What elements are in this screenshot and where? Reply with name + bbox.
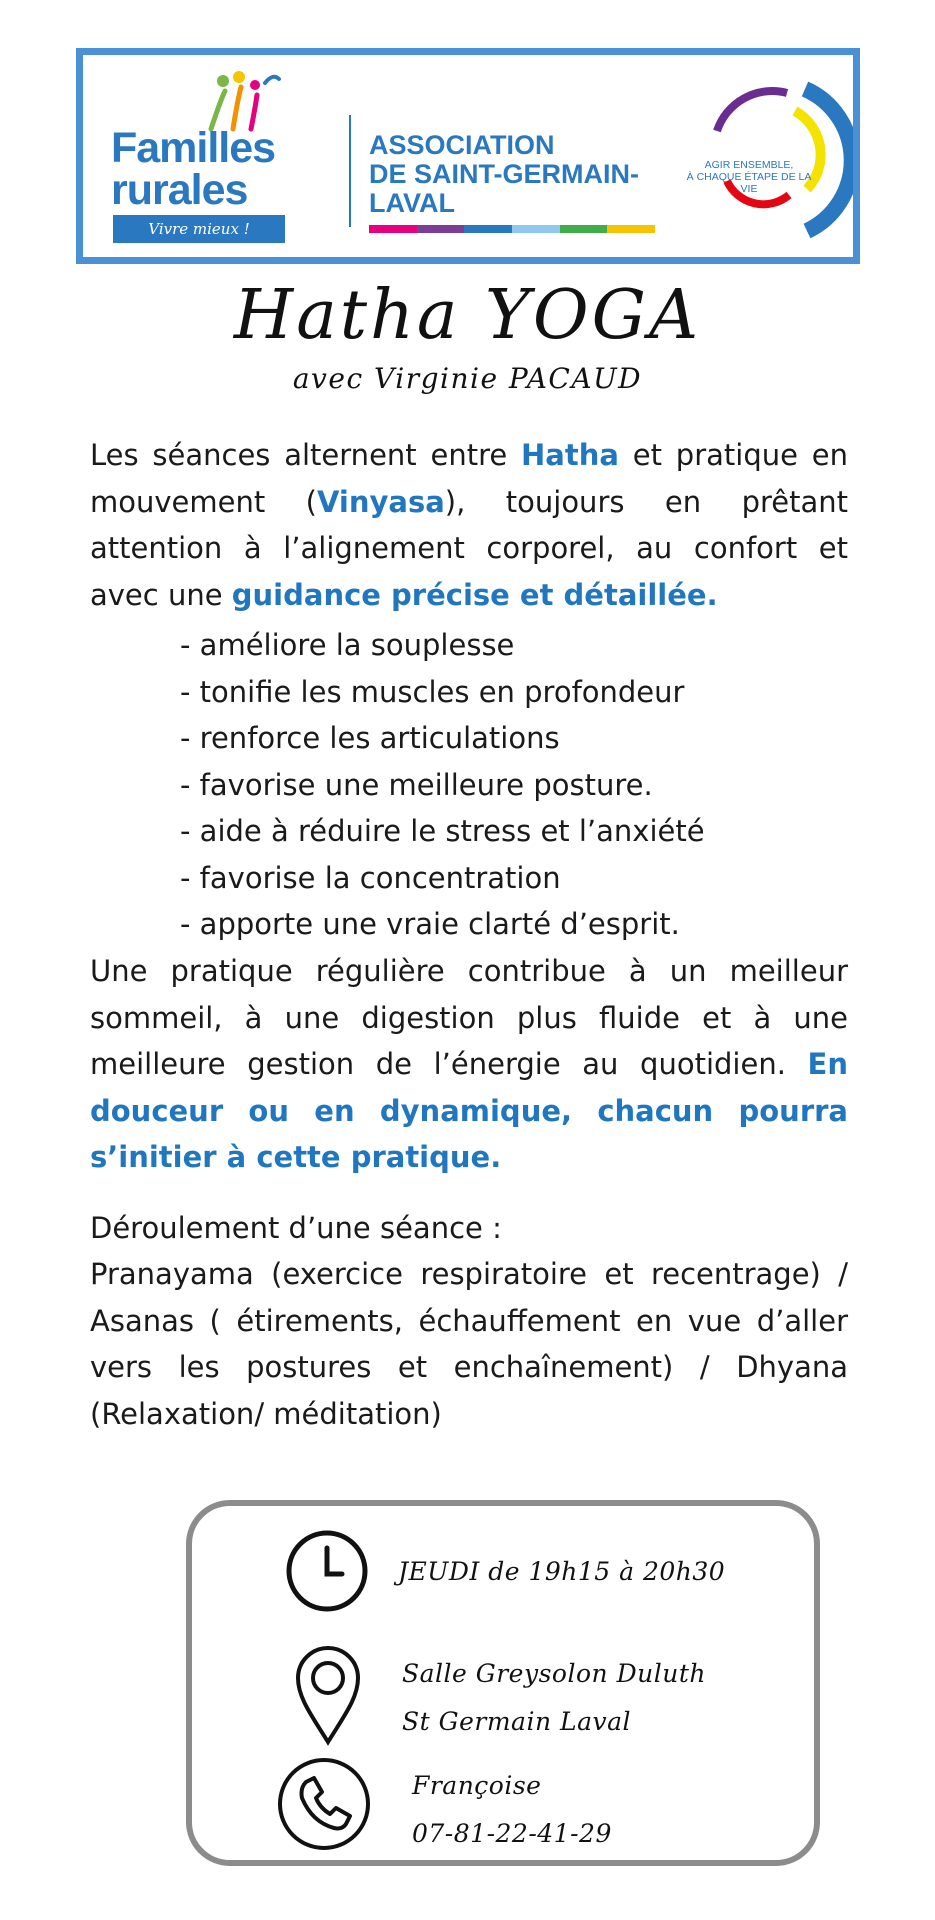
- list-item: - améliore la souplesse: [180, 628, 515, 662]
- association-name: [369, 131, 639, 218]
- intro-text-2: et pratique en mouvement (: [90, 438, 848, 519]
- practice-text: Une pratique régulière contribue à un meilleur sommeil, à une digestion plus fluide et à une meilleure gestion de l’énergie au quotidien.: [90, 954, 848, 1081]
- color-stripe: [369, 225, 655, 233]
- logo-word-rurales: rurales: [111, 166, 248, 214]
- slogan: [679, 159, 819, 195]
- familles-rurales-logo: [111, 69, 311, 249]
- slogan-line-2: À CHAQUE ÉTAPE DE LA VIE: [686, 171, 812, 195]
- location-line-1: Salle Greysolon Duluth: [402, 1659, 706, 1688]
- intro-highlight-vinyasa: Vinyasa: [316, 484, 445, 519]
- clock-icon: [284, 1528, 370, 1614]
- page-subtitle: avec Virginie PACAUD: [292, 362, 643, 395]
- intro-text-1: Les séances alternent entre: [90, 438, 522, 472]
- intro-highlight-guidance: guidance précise et détaillée.: [231, 577, 718, 612]
- list-item: - favorise une meilleure posture.: [180, 767, 653, 802]
- logo-word-familles: Familles: [111, 124, 276, 172]
- banner-divider: [349, 115, 351, 227]
- location-text: [402, 1650, 706, 1746]
- session-heading: Déroulement d’une séance :: [90, 1211, 502, 1245]
- association-line-3: LAVAL: [369, 188, 455, 218]
- intro-paragraph: [90, 432, 848, 618]
- header-banner: [76, 48, 860, 264]
- contact-text: [412, 1762, 612, 1858]
- page-title: Hatha YOGA: [233, 276, 702, 355]
- list-item: - tonifie les muscles en profondeur: [180, 674, 685, 709]
- association-line-2: DE SAINT-GERMAIN-: [369, 159, 639, 189]
- intro-text-3: ), toujours en prêtant attention à l’alignement corporel, au confort et avec une: [90, 484, 848, 612]
- list-item: - renforce les articulations: [180, 721, 560, 755]
- schedule-text: JEUDI de 19h15 à 20h30: [398, 1557, 726, 1586]
- benefits-list: [180, 622, 705, 948]
- practice-highlight: En douceur ou en dynamique, chacun pourra s’initier à cette pratique.: [90, 1047, 848, 1174]
- practice-paragraph: [90, 948, 848, 1181]
- contact-phone: 07-81-22-41-29: [412, 1819, 612, 1848]
- phone-icon: [276, 1756, 372, 1852]
- location-pin-icon: [292, 1640, 364, 1746]
- list-item: - apporte une vraie clarté d’esprit.: [180, 907, 680, 941]
- info-box: [186, 1500, 820, 1866]
- slogan-line-1: AGIR ENSEMBLE,: [704, 159, 794, 171]
- contact-name: Françoise: [412, 1771, 542, 1800]
- logo-tagline: Vivre mieux !: [113, 215, 285, 243]
- intro-highlight-hatha: Hatha: [521, 438, 619, 472]
- session-description: Pranayama (exercice respiratoire et recentrage) / Asanas ( étirements, échauffement en vue d’aller vers les postures et enchaînement) / Dhyana (Relaxation/ méditation): [90, 1257, 848, 1431]
- list-item: - aide à réduire le stress et l’anxiété: [180, 814, 705, 848]
- location-line-2: St Germain Laval: [402, 1707, 632, 1736]
- association-line-1: ASSOCIATION: [369, 130, 555, 160]
- list-item: - favorise la concentration: [180, 860, 561, 895]
